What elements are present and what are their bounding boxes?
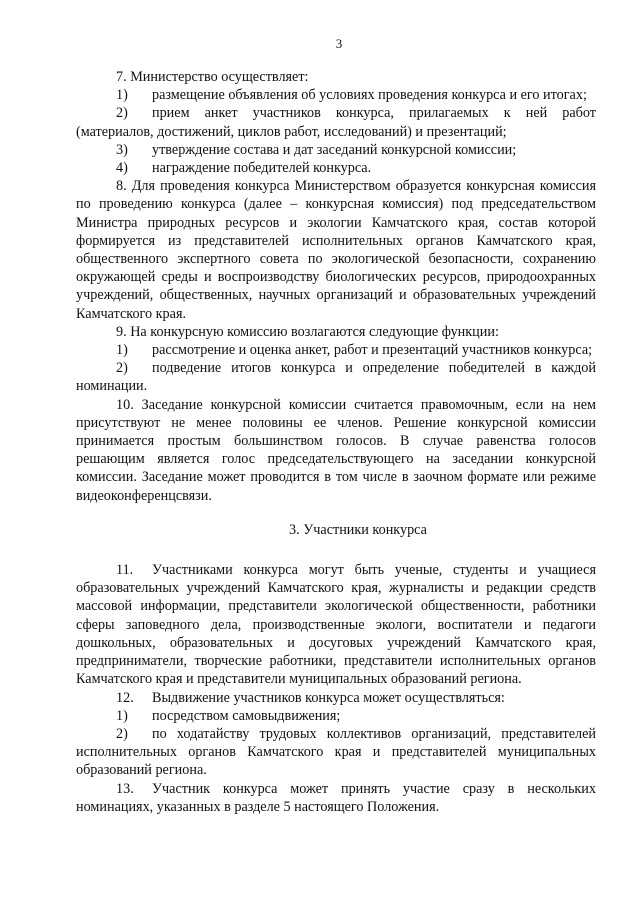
item-number: 2) [116, 725, 128, 742]
clause-7-item-2 [76, 104, 596, 140]
item-number: 2) [116, 360, 128, 377]
item-text: подведение итогов конкурса и определение победителей в каждой номинации. [76, 360, 596, 395]
clause-12-item-2 [76, 725, 596, 780]
clause-text: Участниками конкурса могут быть ученые, студенты и учащиеся образовательных учреждений Камчатского края, журналисты и редакции средств массовой информации, представители экологической общественности, работники сферы заповедного дела, производственные экологи, воспитатели и педагоги дошкольных, образовательных и досуговых учреждений Камчатского края, предприниматели, творческие работники, представители исполнительных органов Камчатского края и представители муниципальных образований региона. [76, 562, 596, 688]
clause-7-item-4 [76, 159, 596, 177]
item-number: 2) [116, 105, 128, 122]
item-text: размещение объявления об условиях проведения конкурса и его итогах; [152, 87, 587, 104]
clause-number: 11. [116, 562, 134, 579]
clause-8: 8. Для проведения конкурса Министерством образуется конкурсная комиссия по проведению конкурса (далее – конкурсная комиссия) под председательством Министра природных ресурсов и экологии Камчатского края, состав которой формируется из представителей исполнительных органов Камчатского края, общественного экспертного совета по экологической безопасности, сохранению окружающей среды и воспроизводству биологических ресурсов, природоохранных учреждений, общественных, научных организаций и образовательных учреждений Камчатского края. [76, 178, 596, 322]
clause-9: 9. На конкурсную комиссию возлагаются следующие функции: [116, 323, 499, 340]
clause-number: 12. [116, 689, 134, 706]
clause-11 [76, 561, 596, 688]
clause-7-item-1 [76, 86, 596, 104]
item-text: по ходатайству трудовых коллективов организаций, представителей исполнительных органов Камчатского края и представителей муниципальных образований региона. [76, 725, 596, 779]
clause-12-item-1 [76, 707, 596, 725]
item-number: 4) [116, 160, 128, 177]
clause-10: 10. Заседание конкурсной комиссии считается правомочным, если на нем присутствуют не менее половины ее членов. Решение конкурсной комиссии принимается простым большинством голосов. В случае равенства голосов решающим является голос председательствующего на заседании конкурсной комиссии. Заседание может проводится в том числе в заочном формате или режиме видеоконференцсвязи. [76, 396, 596, 504]
clause-number: 13. [116, 780, 134, 797]
item-text: утверждение состава и дат заседаний конкурсной комиссии; [152, 141, 517, 158]
clause-12 [76, 689, 596, 707]
item-text: рассмотрение и оценка анкет, работ и презентаций участников конкурса; [152, 342, 593, 359]
item-text: прием анкет участников конкурса, прилагаемых к ней работ (материалов, достижений, циклов работ, исследований) и презентаций; [76, 105, 596, 140]
clause-13 [76, 780, 596, 816]
clause-9-item-2 [76, 359, 596, 395]
page-number: 3 [335, 36, 343, 51]
item-number: 1) [116, 87, 128, 104]
item-text: награждение победителей конкурса. [152, 160, 372, 177]
clause-7: 7. Министерство осуществляет: [116, 69, 309, 85]
item-number: 1) [116, 342, 128, 359]
clause-7-item-3 [76, 141, 596, 159]
clause-9-item-1 [76, 341, 596, 359]
clause-text: Участник конкурса может принять участие сразу в нескольких номинациях, указанных в разделе 5 настоящего Положения. [76, 780, 596, 815]
item-number: 3) [116, 141, 128, 158]
clause-text: Выдвижение участников конкурса может осуществляться: [152, 689, 505, 706]
item-text: посредством самовыдвижения; [152, 707, 341, 724]
section-3-heading: 3. Участники конкурса [289, 521, 427, 538]
item-number: 1) [116, 707, 128, 724]
